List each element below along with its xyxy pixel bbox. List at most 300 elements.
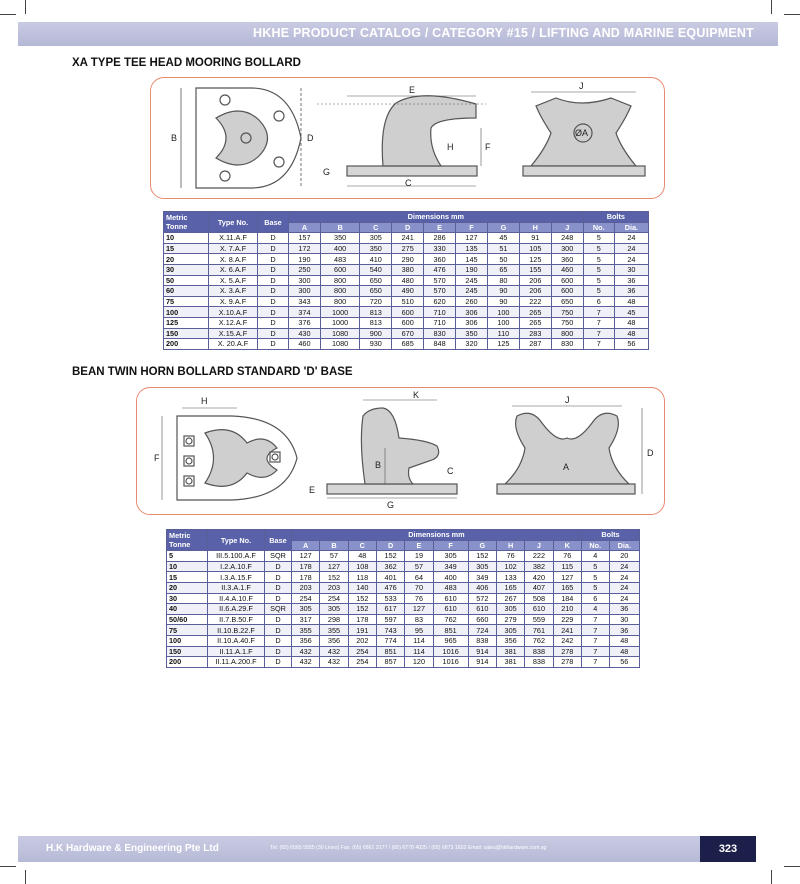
- table-cell: 1000: [320, 317, 359, 328]
- table-cell: 56: [609, 657, 639, 668]
- table-row: [167, 593, 640, 604]
- table-cell: 102: [496, 561, 524, 572]
- dim-label-oa: ØA: [575, 128, 589, 138]
- table-cell: 650: [360, 286, 392, 297]
- table-cell: 570: [424, 275, 456, 286]
- table-cell: 533: [376, 593, 404, 604]
- table-cell: 100: [167, 635, 208, 646]
- table-row: [164, 317, 649, 328]
- table-header-row: [167, 530, 640, 541]
- table-cell: 685: [392, 339, 424, 350]
- table-cell: 45: [487, 233, 519, 244]
- table-cell: 570: [424, 286, 456, 297]
- table-cell: 127: [456, 233, 488, 244]
- table-cell: 350: [320, 233, 359, 244]
- table-row: [164, 243, 649, 254]
- subheader-cell: A: [289, 222, 321, 233]
- table-cell: 184: [553, 593, 581, 604]
- table-cell: 610: [433, 604, 468, 615]
- table-cell: 360: [424, 254, 456, 265]
- table-cell: 48: [614, 317, 648, 328]
- table-cell: D: [265, 561, 292, 572]
- table-cell: 650: [551, 296, 583, 307]
- table-cell: 90: [487, 296, 519, 307]
- table-cell: 800: [320, 296, 359, 307]
- table-cell: 278: [553, 657, 581, 668]
- xa-bollard-drawing: [150, 77, 665, 199]
- table-cell: 930: [360, 339, 392, 350]
- table-cell: 70: [405, 582, 433, 593]
- table-cell: 724: [468, 625, 496, 636]
- table-cell: 600: [551, 275, 583, 286]
- table-cell: 5: [583, 254, 614, 265]
- subheader-cell: B: [320, 540, 348, 551]
- table-cell: 24: [609, 572, 639, 583]
- table-cell: 7: [581, 646, 609, 657]
- table-cell: X.15.A.F: [209, 328, 258, 339]
- table-cell: 774: [376, 635, 404, 646]
- subheader-cell: F: [456, 222, 488, 233]
- dim-label-h: H: [447, 142, 454, 152]
- table-cell: 572: [468, 593, 496, 604]
- table-cell: X. 7.A.F: [209, 243, 258, 254]
- table-row: [167, 561, 640, 572]
- table-cell: 80: [487, 275, 519, 286]
- table-cell: D: [265, 625, 292, 636]
- col-type-no: Type No.: [209, 212, 258, 233]
- table-cell: 48: [614, 296, 648, 307]
- table-cell: D: [258, 317, 289, 328]
- table-cell: 650: [360, 275, 392, 286]
- subheader-cell: J: [551, 222, 583, 233]
- table-cell: 490: [392, 286, 424, 297]
- table-cell: D: [265, 657, 292, 668]
- section-title-xa-bollard: XA TYPE TEE HEAD MOORING BOLLARD: [72, 57, 301, 69]
- table-cell: 15: [167, 572, 208, 583]
- table-cell: SQR: [265, 551, 292, 562]
- table-cell: 305: [360, 233, 392, 244]
- table-cell: 152: [468, 551, 496, 562]
- table-cell: 305: [496, 625, 524, 636]
- table-cell: 190: [289, 254, 321, 265]
- table-cell: 48: [609, 635, 639, 646]
- table-cell: 206: [519, 275, 551, 286]
- table-cell: 203: [292, 582, 320, 593]
- table-cell: 36: [609, 625, 639, 636]
- table-cell: 400: [433, 572, 468, 583]
- table-cell: D: [258, 328, 289, 339]
- table-cell: 125: [164, 317, 209, 328]
- table-cell: 374: [289, 307, 321, 318]
- table-cell: 290: [392, 254, 424, 265]
- dim-label-h2: H: [201, 396, 208, 406]
- table-cell: 343: [289, 296, 321, 307]
- dim-label-g2: G: [387, 500, 395, 510]
- table-cell: 127: [320, 561, 348, 572]
- table-cell: 20: [167, 582, 208, 593]
- subheader-cell: No.: [581, 540, 609, 551]
- table-cell: 600: [392, 307, 424, 318]
- table-cell: X. 20.A.F: [209, 339, 258, 350]
- table-cell: 279: [496, 614, 524, 625]
- table-cell: 152: [320, 572, 348, 583]
- table-cell: 114: [405, 635, 433, 646]
- table-cell: 56: [614, 339, 648, 350]
- dim-label-j2: J: [565, 395, 570, 405]
- table-cell: 838: [525, 657, 553, 668]
- table-cell: 762: [525, 635, 553, 646]
- table-cell: 242: [553, 635, 581, 646]
- table-cell: 350: [456, 328, 488, 339]
- table-cell: 305: [468, 561, 496, 572]
- table-cell: 140: [348, 582, 376, 593]
- table-cell: 813: [360, 307, 392, 318]
- table-cell: 7: [583, 307, 614, 318]
- table-cell: D: [258, 286, 289, 297]
- table-cell: 750: [551, 307, 583, 318]
- crop-mark: [25, 870, 26, 884]
- table-cell: D: [265, 646, 292, 657]
- table-cell: 248: [551, 233, 583, 244]
- table-cell: 165: [496, 582, 524, 593]
- xa-bollard-spec-table: [163, 211, 649, 350]
- table-cell: X. 9.A.F: [209, 296, 258, 307]
- table-cell: 432: [292, 646, 320, 657]
- table-cell: 105: [519, 243, 551, 254]
- table-cell: 813: [360, 317, 392, 328]
- table-cell: 200: [167, 657, 208, 668]
- table-cell: II.6.A.29.F: [208, 604, 265, 615]
- table-cell: 125: [519, 254, 551, 265]
- table-cell: 24: [609, 561, 639, 572]
- table-row: [164, 307, 649, 318]
- table-cell: 260: [456, 296, 488, 307]
- table-cell: 45: [614, 307, 648, 318]
- subheader-cell: E: [405, 540, 433, 551]
- table-cell: 254: [320, 593, 348, 604]
- table-cell: 914: [468, 657, 496, 668]
- col-dimensions: Dimensions mm: [289, 212, 584, 223]
- table-cell: 349: [433, 561, 468, 572]
- table-cell: 30: [167, 593, 208, 604]
- crop-mark: [771, 0, 772, 14]
- table-cell: 254: [348, 646, 376, 657]
- table-cell: 65: [487, 264, 519, 275]
- table-cell: 761: [525, 625, 553, 636]
- table-cell: 432: [320, 646, 348, 657]
- table-cell: 7: [583, 328, 614, 339]
- table-cell: 800: [320, 286, 359, 297]
- dim-label-e2: E: [309, 485, 316, 495]
- table-cell: 24: [609, 582, 639, 593]
- table-cell: 24: [614, 243, 648, 254]
- crop-mark: [771, 870, 772, 884]
- table-cell: 206: [519, 286, 551, 297]
- table-cell: 597: [376, 614, 404, 625]
- table-row: [164, 264, 649, 275]
- table-cell: 245: [456, 275, 488, 286]
- table-header-row: [164, 212, 649, 223]
- table-cell: 330: [424, 243, 456, 254]
- dim-label-g: G: [323, 167, 331, 177]
- table-cell: 610: [525, 604, 553, 615]
- table-cell: 57: [320, 551, 348, 562]
- crop-mark: [784, 866, 800, 867]
- table-cell: 400: [320, 243, 359, 254]
- table-cell: 7: [581, 657, 609, 668]
- table-cell: 483: [320, 254, 359, 265]
- table-cell: X.10.A.F: [209, 307, 258, 318]
- table-cell: 401: [376, 572, 404, 583]
- col-bolts: Bolts: [581, 530, 639, 541]
- subheader-cell: Dia.: [609, 540, 639, 551]
- table-cell: 460: [289, 339, 321, 350]
- table-cell: 406: [468, 582, 496, 593]
- table-cell: X. 6.A.F: [209, 264, 258, 275]
- table-cell: 300: [289, 275, 321, 286]
- table-cell: X. 3.A.F: [209, 286, 258, 297]
- table-cell: X.11.A.F: [209, 233, 258, 244]
- table-cell: 20: [164, 254, 209, 265]
- table-cell: 19: [405, 551, 433, 562]
- table-cell: 610: [433, 593, 468, 604]
- table-cell: D: [265, 614, 292, 625]
- bean-bollard-spec-table: [166, 529, 640, 668]
- table-cell: 857: [376, 657, 404, 668]
- table-cell: 1000: [320, 307, 359, 318]
- table-cell: 510: [392, 296, 424, 307]
- table-row: [164, 275, 649, 286]
- table-cell: 203: [320, 582, 348, 593]
- table-row: [167, 614, 640, 625]
- table-cell: 165: [553, 582, 581, 593]
- table-cell: D: [258, 233, 289, 244]
- page-number: 323: [700, 836, 756, 862]
- table-cell: 222: [525, 551, 553, 562]
- table-cell: 100: [487, 307, 519, 318]
- table-cell: 5: [167, 551, 208, 562]
- table-cell: 278: [553, 646, 581, 657]
- table-cell: 24: [614, 233, 648, 244]
- table-cell: 20: [609, 551, 639, 562]
- footer-company-name: H.K Hardware & Engineering Pte Ltd: [46, 843, 219, 854]
- subheader-cell: K: [553, 540, 581, 551]
- table-cell: 178: [292, 572, 320, 583]
- table-cell: 91: [519, 233, 551, 244]
- table-cell: 76: [553, 551, 581, 562]
- table-cell: 600: [320, 264, 359, 275]
- dim-label-b: B: [171, 133, 178, 143]
- subheader-cell: B: [320, 222, 359, 233]
- table-row: [164, 339, 649, 350]
- table-row: [164, 233, 649, 244]
- table-cell: 36: [609, 604, 639, 615]
- table-cell: 229: [553, 614, 581, 625]
- table-cell: 10: [167, 561, 208, 572]
- table-row: [164, 286, 649, 297]
- table-row: [164, 254, 649, 265]
- table-cell: 350: [360, 243, 392, 254]
- table-cell: 150: [167, 646, 208, 657]
- dim-label-j: J: [579, 81, 584, 91]
- table-cell: 125: [487, 339, 519, 350]
- dim-label-f2: F: [154, 453, 160, 463]
- table-cell: 48: [609, 646, 639, 657]
- table-cell: 152: [348, 593, 376, 604]
- col-base: Base: [258, 212, 289, 233]
- table-cell: 40: [167, 604, 208, 615]
- subheader-cell: C: [360, 222, 392, 233]
- table-cell: 76: [496, 551, 524, 562]
- table-cell: 191: [348, 625, 376, 636]
- table-cell: 30: [164, 264, 209, 275]
- table-cell: D: [258, 243, 289, 254]
- table-cell: 559: [525, 614, 553, 625]
- table-cell: 275: [392, 243, 424, 254]
- table-cell: II.11.A.1.F: [208, 646, 265, 657]
- table-cell: 660: [468, 614, 496, 625]
- table-cell: D: [258, 339, 289, 350]
- dim-label-c: C: [405, 178, 412, 188]
- col-base: Base: [265, 530, 292, 551]
- table-cell: 300: [551, 243, 583, 254]
- table-row: [164, 328, 649, 339]
- table-cell: 851: [376, 646, 404, 657]
- table-cell: 76: [405, 593, 433, 604]
- table-cell: 133: [496, 572, 524, 583]
- col-metric-tonne: Metric Tonne: [164, 212, 209, 233]
- table-cell: 750: [551, 317, 583, 328]
- table-cell: 848: [424, 339, 456, 350]
- table-cell: 720: [360, 296, 392, 307]
- table-cell: 305: [320, 604, 348, 615]
- footer-band: [18, 836, 700, 862]
- table-cell: 617: [376, 604, 404, 615]
- table-cell: 600: [551, 286, 583, 297]
- table-cell: 965: [433, 635, 468, 646]
- table-row: [167, 625, 640, 636]
- table-cell: 48: [614, 328, 648, 339]
- table-cell: 6: [583, 296, 614, 307]
- table-cell: D: [258, 254, 289, 265]
- table-cell: 75: [164, 296, 209, 307]
- table-cell: 50: [487, 254, 519, 265]
- header-band: [18, 22, 778, 46]
- table-cell: 152: [376, 551, 404, 562]
- table-cell: 800: [320, 275, 359, 286]
- table-cell: 90: [487, 286, 519, 297]
- table-cell: 620: [424, 296, 456, 307]
- table-cell: 4: [581, 551, 609, 562]
- table-row: [167, 646, 640, 657]
- table-row: [167, 635, 640, 646]
- table-cell: II.4.A.10.F: [208, 593, 265, 604]
- table-cell: 57: [405, 561, 433, 572]
- table-cell: 135: [456, 243, 488, 254]
- table-cell: X.12.A.F: [209, 317, 258, 328]
- subheader-cell: C: [348, 540, 376, 551]
- table-cell: 15: [164, 243, 209, 254]
- table-cell: 118: [348, 572, 376, 583]
- table-cell: 362: [376, 561, 404, 572]
- subheader-cell: F: [433, 540, 468, 551]
- table-cell: 7: [581, 635, 609, 646]
- table-cell: 710: [424, 307, 456, 318]
- table-cell: 100: [164, 307, 209, 318]
- table-cell: 4: [581, 604, 609, 615]
- table-cell: 127: [553, 572, 581, 583]
- table-cell: 1080: [320, 339, 359, 350]
- table-cell: 60: [164, 286, 209, 297]
- table-cell: 1016: [433, 646, 468, 657]
- crop-mark: [0, 866, 16, 867]
- table-cell: 838: [525, 646, 553, 657]
- table-cell: 30: [614, 264, 648, 275]
- table-cell: 407: [525, 582, 553, 593]
- table-cell: 24: [614, 254, 648, 265]
- col-metric-tonne: Metric Tonne: [167, 530, 208, 551]
- table-row: [167, 572, 640, 583]
- table-cell: 830: [551, 339, 583, 350]
- table-cell: 48: [348, 551, 376, 562]
- dim-label-f: F: [485, 142, 491, 152]
- table-cell: 10: [164, 233, 209, 244]
- table-cell: 5: [581, 572, 609, 583]
- table-cell: X. 8.A.F: [209, 254, 258, 265]
- table-cell: 150: [164, 328, 209, 339]
- table-cell: 157: [289, 233, 321, 244]
- table-row: [167, 582, 640, 593]
- table-cell: D: [258, 264, 289, 275]
- table-cell: II.7.B.50.F: [208, 614, 265, 625]
- subheader-cell: D: [392, 222, 424, 233]
- table-cell: 287: [519, 339, 551, 350]
- col-dimensions: Dimensions mm: [292, 530, 582, 541]
- dim-label-d2: D: [647, 448, 654, 458]
- subheader-cell: E: [424, 222, 456, 233]
- subheader-cell: H: [519, 222, 551, 233]
- table-cell: 5: [583, 233, 614, 244]
- table-cell: 305: [292, 604, 320, 615]
- table-cell: 355: [292, 625, 320, 636]
- table-cell: 254: [292, 593, 320, 604]
- table-cell: 476: [424, 264, 456, 275]
- table-cell: 172: [289, 243, 321, 254]
- table-cell: II.3.A.1.F: [208, 582, 265, 593]
- table-cell: 305: [433, 551, 468, 562]
- table-cell: 7: [581, 625, 609, 636]
- table-cell: 222: [519, 296, 551, 307]
- table-cell: 432: [292, 657, 320, 668]
- dim-label-d: D: [307, 133, 314, 143]
- table-cell: 7: [583, 317, 614, 328]
- table-cell: 5: [581, 561, 609, 572]
- table-cell: 410: [360, 254, 392, 265]
- table-cell: 800: [551, 328, 583, 339]
- table-cell: 508: [525, 593, 553, 604]
- table-cell: 306: [456, 317, 488, 328]
- table-cell: 356: [320, 635, 348, 646]
- crop-mark: [0, 14, 16, 15]
- table-cell: 7: [583, 339, 614, 350]
- footer-contact-info: Tel: (65) 6565 5555 (30 Lines) Fax: (65) 6861 3177 / (65) 6778 4025 / (65) 6873 1602 Email: sales@hkhardware.com.sg: [270, 845, 547, 851]
- table-cell: 5: [583, 243, 614, 254]
- table-cell: 743: [376, 625, 404, 636]
- crop-mark: [784, 14, 800, 15]
- dim-label-c2: C: [447, 466, 454, 476]
- table-cell: 190: [456, 264, 488, 275]
- table-cell: 355: [320, 625, 348, 636]
